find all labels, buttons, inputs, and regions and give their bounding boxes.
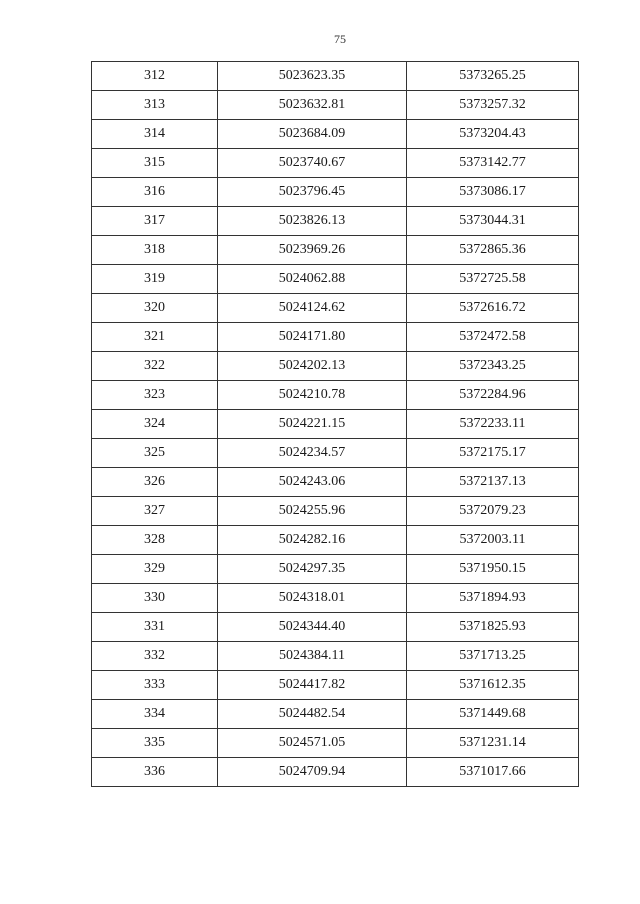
point-number-cell: 313 [92,91,218,120]
y-coordinate-cell: 5371449.68 [407,700,579,729]
y-coordinate-cell: 5371950.15 [407,555,579,584]
y-coordinate-cell: 5371612.35 [407,671,579,700]
table-row [92,178,579,207]
table-row [92,410,579,439]
x-coordinate-cell: 5024255.96 [218,497,407,526]
table-row [92,613,579,642]
table-row [92,91,579,120]
table-row [92,381,579,410]
x-coordinate-cell: 5024221.15 [218,410,407,439]
coordinates-table-body [92,62,579,787]
table-row [92,642,579,671]
y-coordinate-cell: 5372175.17 [407,439,579,468]
x-coordinate-cell: 5024318.01 [218,584,407,613]
table-row [92,62,579,91]
point-number-cell: 333 [92,671,218,700]
y-coordinate-cell: 5372865.36 [407,236,579,265]
x-coordinate-cell: 5023632.81 [218,91,407,120]
y-coordinate-cell: 5371825.93 [407,613,579,642]
point-number-cell: 315 [92,149,218,178]
coordinates-table [91,61,579,787]
point-number-cell: 329 [92,555,218,584]
point-number-cell: 326 [92,468,218,497]
table-row [92,265,579,294]
x-coordinate-cell: 5024171.80 [218,323,407,352]
point-number-cell: 335 [92,729,218,758]
x-coordinate-cell: 5024482.54 [218,700,407,729]
point-number-cell: 327 [92,497,218,526]
y-coordinate-cell: 5372472.58 [407,323,579,352]
table-row [92,352,579,381]
x-coordinate-cell: 5023740.67 [218,149,407,178]
table-row [92,468,579,497]
point-number-cell: 334 [92,700,218,729]
x-coordinate-cell: 5024384.11 [218,642,407,671]
point-number-cell: 332 [92,642,218,671]
y-coordinate-cell: 5373257.32 [407,91,579,120]
x-coordinate-cell: 5024124.62 [218,294,407,323]
table-row [92,555,579,584]
x-coordinate-cell: 5024417.82 [218,671,407,700]
y-coordinate-cell: 5373265.25 [407,62,579,91]
y-coordinate-cell: 5371017.66 [407,758,579,787]
x-coordinate-cell: 5024297.35 [218,555,407,584]
table-row [92,584,579,613]
point-number-cell: 320 [92,294,218,323]
y-coordinate-cell: 5373204.43 [407,120,579,149]
table-row [92,758,579,787]
point-number-cell: 316 [92,178,218,207]
y-coordinate-cell: 5373142.77 [407,149,579,178]
point-number-cell: 331 [92,613,218,642]
table-row [92,323,579,352]
x-coordinate-cell: 5024062.88 [218,265,407,294]
page-number: 75 [334,32,346,46]
table-row [92,120,579,149]
point-number-cell: 312 [92,62,218,91]
x-coordinate-cell: 5024344.40 [218,613,407,642]
table-row [92,497,579,526]
y-coordinate-cell: 5372343.25 [407,352,579,381]
point-number-cell: 317 [92,207,218,236]
y-coordinate-cell: 5373086.17 [407,178,579,207]
y-coordinate-cell: 5372079.23 [407,497,579,526]
table-row [92,294,579,323]
y-coordinate-cell: 5371231.14 [407,729,579,758]
point-number-cell: 328 [92,526,218,555]
y-coordinate-cell: 5372284.96 [407,381,579,410]
point-number-cell: 314 [92,120,218,149]
point-number-cell: 321 [92,323,218,352]
table-row [92,149,579,178]
point-number-cell: 323 [92,381,218,410]
y-coordinate-cell: 5372616.72 [407,294,579,323]
point-number-cell: 318 [92,236,218,265]
x-coordinate-cell: 5023684.09 [218,120,407,149]
x-coordinate-cell: 5024234.57 [218,439,407,468]
x-coordinate-cell: 5024709.94 [218,758,407,787]
table-row [92,729,579,758]
point-number-cell: 330 [92,584,218,613]
x-coordinate-cell: 5023969.26 [218,236,407,265]
table-row [92,439,579,468]
table-row [92,526,579,555]
y-coordinate-cell: 5372003.11 [407,526,579,555]
point-number-cell: 322 [92,352,218,381]
y-coordinate-cell: 5373044.31 [407,207,579,236]
y-coordinate-cell: 5372233.11 [407,410,579,439]
table-row [92,671,579,700]
point-number-cell: 324 [92,410,218,439]
y-coordinate-cell: 5371894.93 [407,584,579,613]
table-row [92,700,579,729]
point-number-cell: 319 [92,265,218,294]
x-coordinate-cell: 5024210.78 [218,381,407,410]
table-row [92,236,579,265]
y-coordinate-cell: 5371713.25 [407,642,579,671]
point-number-cell: 325 [92,439,218,468]
x-coordinate-cell: 5024202.13 [218,352,407,381]
point-number-cell: 336 [92,758,218,787]
y-coordinate-cell: 5372137.13 [407,468,579,497]
x-coordinate-cell: 5023826.13 [218,207,407,236]
x-coordinate-cell: 5024571.05 [218,729,407,758]
table-row [92,207,579,236]
x-coordinate-cell: 5023796.45 [218,178,407,207]
x-coordinate-cell: 5024282.16 [218,526,407,555]
x-coordinate-cell: 5024243.06 [218,468,407,497]
y-coordinate-cell: 5372725.58 [407,265,579,294]
x-coordinate-cell: 5023623.35 [218,62,407,91]
